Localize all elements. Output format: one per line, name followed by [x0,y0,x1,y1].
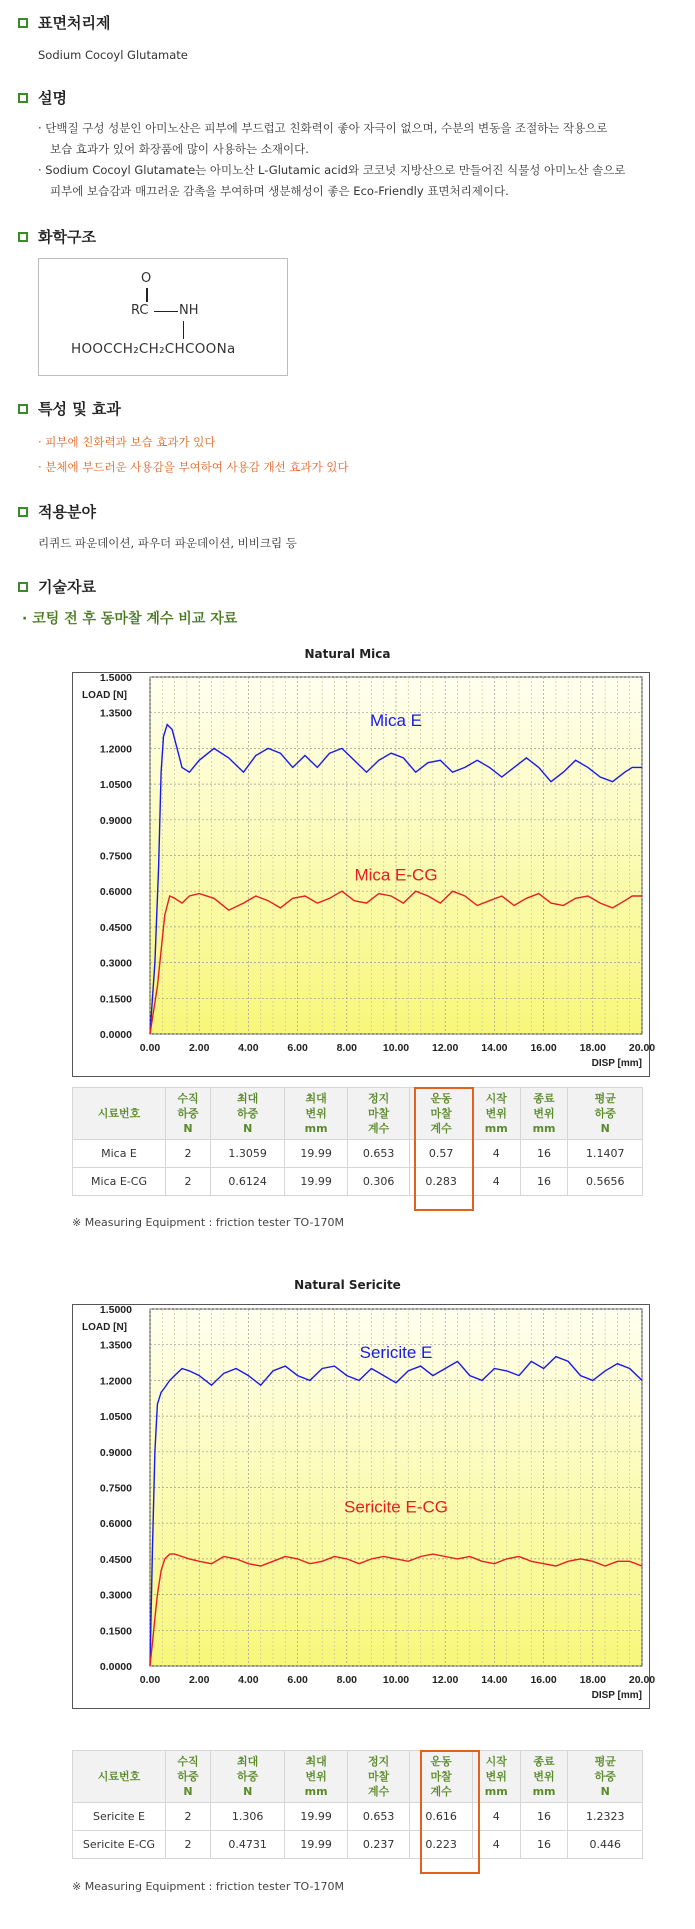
y-tick-label: 0.0000 [99,1029,132,1041]
table-cell: 0.223 [410,1831,472,1859]
section-features-title: 특성 및 효과 [38,400,121,418]
x-tick-label: 8.00 [336,1042,358,1054]
table-cell: 0.6124 [210,1168,284,1196]
table-cell: 19.99 [285,1168,347,1196]
formula-nh: NH [179,303,199,318]
measuring-note: ※ Measuring Equipment : friction tester TO-170M [72,1880,344,1893]
y-tick-label: 0.6000 [99,1518,132,1531]
table-cell: 19.99 [285,1140,347,1168]
table-header-cell: 수직 하중 N [166,1088,211,1140]
series-label: Sericite E [359,1342,433,1362]
x-tick-label: 6.00 [287,1042,308,1054]
table-cell: 4 [472,1140,520,1168]
y-tick-label: 1.5000 [99,672,132,684]
table-cell: 19.99 [285,1803,347,1831]
desc-line: · 단백질 구성 성분인 아미노산은 피부에 부드럽고 친화력이 좋아 자극이 없으며, 수분의 변동을 조절하는 작용으로 [38,121,608,135]
square-bullet-icon [18,404,28,414]
table-header-cell: 정지 마찰 계수 [347,1088,409,1140]
x-tick-label: 20.00 [628,1674,656,1686]
formula-main: HOOCCH₂CH₂CHCOONa [71,341,236,357]
square-bullet-icon [18,232,28,242]
table-header-cell: 시료번호 [73,1088,166,1140]
table-cell: 2 [166,1831,211,1859]
table-header-cell: 시작 변위 mm [472,1751,520,1803]
section-desc-heading [18,87,67,108]
table-header-cell: 시료번호 [73,1751,166,1803]
section-agent-title: 표면처리제 [38,14,111,32]
series-label: Sericite E-CG [344,1497,448,1517]
friction-chart-sericite [72,1304,656,1709]
y-tick-label: 0.4500 [99,1553,132,1566]
table-header-cell: 최대 하중 N [210,1088,284,1140]
table-header-cell: 종료 변위 mm [520,1088,568,1140]
y-tick-label: 1.0500 [99,1411,132,1424]
y-tick-label: 0.3000 [99,1589,132,1602]
table-header-cell: 운동 마찰 계수 [410,1751,472,1803]
y-tick-label: 0.0000 [99,1661,132,1673]
y-tick-label: 0.1500 [99,1625,132,1638]
table-row [73,1168,643,1196]
section-features-heading [18,398,121,419]
series-label: Mica E-CG [354,865,438,885]
table-row [73,1803,643,1831]
table-cell: 16 [520,1140,568,1168]
y-axis-label: LOAD [N] [82,1322,127,1333]
table-header-cell: 최대 변위 mm [285,1088,347,1140]
section-structure-heading [18,226,96,247]
y-tick-label: 0.7500 [99,1482,132,1495]
x-tick-label: 14.00 [481,1042,508,1054]
y-tick-label: 0.6000 [99,886,132,899]
section-application-heading [18,501,96,522]
table-cell: 0.446 [568,1831,643,1859]
x-tick-label: 10.00 [382,1674,410,1686]
x-tick-label: 18.00 [579,1042,606,1054]
x-tick-label: 16.00 [530,1674,557,1686]
table-header-row [73,1751,643,1803]
feature-item: · 분체에 부드러운 사용감을 부여하여 사용감 개선 효과가 있다 [38,460,349,474]
table-cell: 1.3059 [210,1140,284,1168]
table-header-row [73,1088,643,1140]
highlight-box [414,1087,474,1211]
table-cell: 4 [472,1831,520,1859]
table-header-cell: 수직 하중 N [166,1751,211,1803]
table-header-cell: 종료 변위 mm [520,1751,568,1803]
x-tick-label: 14.00 [481,1674,508,1686]
desc-line: 보습 효과가 있어 화장품에 많이 사용하는 소재이다. [50,142,309,156]
x-tick-label: 6.00 [287,1674,308,1686]
x-tick-label: 10.00 [382,1042,410,1054]
square-bullet-icon [18,18,28,28]
table-cell: Sericite E [73,1803,166,1831]
table-header-cell: 정지 마찰 계수 [347,1751,409,1803]
data-table-sericite [72,1750,643,1859]
square-bullet-icon [18,507,28,517]
table-cell: 1.2323 [568,1803,643,1831]
table-row [73,1831,643,1859]
y-tick-label: 1.0500 [99,779,132,792]
x-tick-label: 0.00 [139,1042,161,1054]
table-cell: 16 [520,1168,568,1196]
table-header-cell: 최대 하중 N [210,1751,284,1803]
table-header-cell: 시작 변위 mm [472,1088,520,1140]
x-tick-label: 0.00 [139,1674,161,1686]
table-cell: 2 [166,1803,211,1831]
table-cell: 0.4731 [210,1831,284,1859]
series-label: Mica E [370,710,422,730]
x-tick-label: 8.00 [336,1674,358,1686]
table-row [73,1140,643,1168]
table-cell: 0.283 [410,1168,472,1196]
x-tick-label: 12.00 [432,1674,459,1686]
table-cell: 16 [520,1831,568,1859]
formula-rc: RC [131,303,149,318]
table-cell: 2 [166,1168,211,1196]
chart-frame [72,1304,656,1713]
table-cell: 0.616 [410,1803,472,1831]
table-cell: Mica E [73,1140,166,1168]
highlight-box [420,1750,480,1874]
section-tech-title: 기술자료 [38,578,96,596]
table-cell: 19.99 [285,1831,347,1859]
x-tick-label: 2.00 [188,1042,210,1054]
chart-title: Natural Mica [304,647,391,661]
table-cell: Mica E-CG [73,1168,166,1196]
table-header-cell: 운동 마찰 계수 [410,1088,472,1140]
x-tick-label: 4.00 [238,1674,259,1686]
table-cell: 1.1407 [568,1140,643,1168]
section-tech-heading [18,576,96,597]
section-application-title: 적용분야 [38,503,96,521]
table-cell: 0.306 [347,1168,409,1196]
y-tick-label: 0.9000 [99,1446,132,1459]
desc-text [38,118,625,202]
bond-line [154,311,178,312]
y-tick-label: 1.3500 [99,1339,132,1352]
table-cell: 0.5656 [568,1168,643,1196]
x-tick-label: 4.00 [238,1042,259,1054]
y-tick-label: 1.2000 [99,1375,132,1388]
table-cell: 1.306 [210,1803,284,1831]
table-cell: 0.57 [410,1140,472,1168]
y-tick-label: 1.3500 [99,707,132,720]
agent-name: Sodium Cocoyl Glutamate [38,48,188,62]
table-cell: 16 [520,1803,568,1831]
section-agent-heading [18,12,110,33]
square-bullet-icon [18,93,28,103]
section-desc-title: 설명 [38,89,67,107]
table-cell: 4 [472,1168,520,1196]
x-tick-label: 2.00 [188,1674,210,1686]
double-bond-line [146,288,148,302]
y-axis-label: LOAD [N] [82,690,127,701]
chart-frame [72,672,656,1081]
table-cell: 0.237 [347,1831,409,1859]
y-tick-label: 1.5000 [99,1304,132,1316]
desc-line: 피부에 보습감과 매끄러운 감촉을 부여하며 생분해성이 좋은 Eco-Friendly 표면처리제이다. [50,184,509,198]
x-tick-label: 12.00 [432,1042,459,1054]
y-tick-label: 0.3000 [99,957,132,970]
chart-title: Natural Sericite [294,1278,401,1292]
formula-o: O [141,271,152,286]
x-axis-label: DISP [mm] [591,1058,642,1069]
measuring-note: ※ Measuring Equipment : friction tester TO-170M [72,1216,344,1229]
chemical-structure-box [38,258,288,376]
x-tick-label: 20.00 [628,1042,656,1054]
square-bullet-icon [18,582,28,592]
x-axis-label: DISP [mm] [591,1690,642,1701]
section-structure-title: 화학구조 [38,228,96,246]
table-cell: 0.653 [347,1803,409,1831]
data-table-mica [72,1087,643,1196]
application-text: 리퀴드 파운데이션, 파우더 파운데이션, 비비크림 등 [38,536,297,550]
bond-line [183,321,184,339]
tech-subtitle: · 코팅 전 후 동마찰 계수 비교 자료 [22,611,238,627]
table-cell: Sericite E-CG [73,1831,166,1859]
y-tick-label: 0.1500 [99,993,132,1006]
table-header-cell: 평균 하중 N [568,1088,643,1140]
friction-chart-mica [72,672,656,1077]
table-header-cell: 평균 하중 N [568,1751,643,1803]
feature-item: · 피부에 친화력과 보습 효과가 있다 [38,435,216,449]
table-cell: 4 [472,1803,520,1831]
desc-line: · Sodium Cocoyl Glutamate는 아미노산 L-Glutamic acid와 코코넛 지방산으로 만들어진 식물성 아미노산 솔으로 [38,163,626,177]
y-tick-label: 0.9000 [99,814,132,827]
table-cell: 0.653 [347,1140,409,1168]
y-tick-label: 0.7500 [99,850,132,863]
y-tick-label: 0.4500 [99,921,132,934]
x-tick-label: 16.00 [530,1042,557,1054]
table-header-cell: 최대 변위 mm [285,1751,347,1803]
y-tick-label: 1.2000 [99,743,132,756]
features-list [38,430,349,480]
table-cell: 2 [166,1140,211,1168]
x-tick-label: 18.00 [579,1674,606,1686]
